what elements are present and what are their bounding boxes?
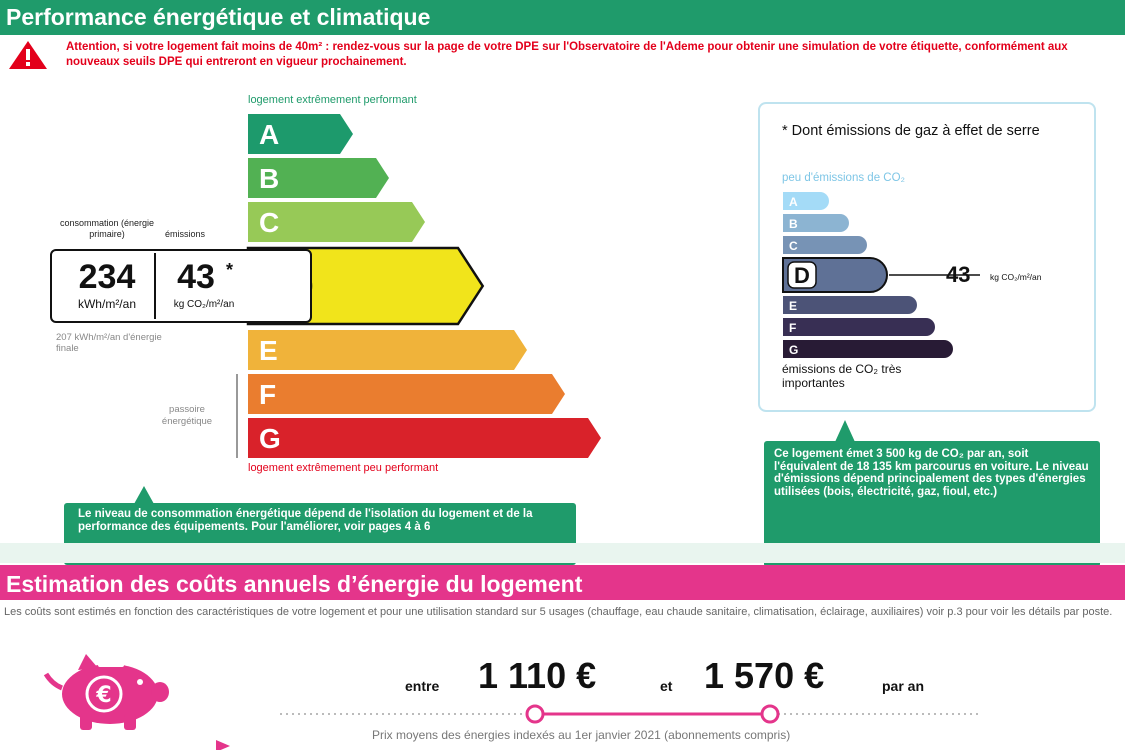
co2-class-letter: G	[789, 343, 799, 357]
range-min-marker	[527, 706, 543, 722]
energy-class-letter: B	[259, 163, 280, 194]
cost-and-word: et	[660, 678, 673, 694]
energy-class-a	[248, 114, 353, 154]
co2-value: 43	[946, 262, 971, 287]
pink-arrow-marker	[216, 740, 230, 750]
price-note: Prix moyens des énergies indexés au 1er janvier 2021 (abonnements compris)	[372, 728, 791, 742]
co2-low-label: peu d'émissions de CO₂	[782, 172, 905, 184]
callout-pointer	[134, 486, 154, 504]
co2-class-letter: B	[789, 217, 798, 231]
section-title-performance: Performance énergétique et climatique	[6, 4, 431, 30]
emissions-asterisk: *	[226, 260, 234, 280]
co2-class-letter: E	[789, 299, 798, 313]
energy-class-c	[248, 202, 425, 242]
co2-class-letter: A	[789, 195, 798, 209]
section-title-costs: Estimation des coûts annuels d’énergie du logement	[6, 571, 583, 597]
max-cost-value: 1 570 €	[704, 655, 825, 696]
co2-class-letter: F	[789, 321, 797, 335]
energy-class-letter: C	[259, 207, 280, 238]
per-year-label: par an	[882, 678, 925, 694]
co2-class-e	[783, 296, 917, 314]
svg-text:€: €	[96, 683, 112, 708]
co2-callout-pointer	[835, 420, 855, 442]
co2-high-label: émissions de CO₂ très importantes	[782, 362, 902, 390]
co2-class-letter: C	[789, 239, 798, 253]
passoire-bracket	[236, 374, 238, 458]
warning-icon	[8, 40, 48, 70]
costs-description: Les coûts sont estimés en fonction des caractéristiques de votre logement et pour une utilisation standard sur 5 usages (chauffage, eau chaude sanitaire, climatisation, éclairage, auxiliaires) voir p.3 pour voir les détails par poste.	[4, 606, 1113, 618]
co2-unit: kg CO₂/m²/an	[990, 272, 1042, 282]
scale-bottom-label: logement extrêmement peu performant	[248, 462, 439, 474]
consumption-value: 234	[78, 258, 136, 296]
energy-class-letter: G	[259, 423, 281, 454]
energy-class-e	[248, 330, 527, 370]
consumption-unit: kWh/m²/an	[77, 297, 136, 311]
emissions-label: émissions	[165, 229, 206, 239]
energy-class-letter: E	[259, 335, 278, 366]
emissions-unit: kg CO₂/m²/an	[173, 299, 235, 310]
cost-range-bar	[280, 702, 980, 726]
co2-title: * Dont émissions de gaz à effet de serre	[782, 123, 1040, 139]
co2-callout-text: Ce logement émet 3 500 kg de CO₂ par an, soit l'équivalent de 18 135 km parcourus en voiture. Le niveau d'émissions dépend principalement des types d'énergies utilisées (bois, électricité, gaz, fioul, etc.)	[774, 448, 1089, 498]
min-cost-value: 1 110 €	[478, 655, 597, 696]
energy-class-letter: F	[259, 379, 277, 410]
energy-class-f	[248, 374, 565, 414]
final-energy-label: 207 kWh/m²/an d'énergie finale	[56, 332, 162, 354]
passoire-label: passoire énergétique	[161, 404, 213, 427]
energy-class-g	[248, 418, 601, 458]
range-max-marker	[762, 706, 778, 722]
scale-top-label: logement extrêmement performant	[248, 94, 417, 106]
emissions-value: 43	[177, 258, 215, 296]
piggy-bank-icon	[40, 652, 170, 732]
consumption-label: consommation (énergie primaire)	[59, 218, 155, 239]
co2-class-g	[783, 340, 953, 358]
co2-class-a	[783, 192, 829, 210]
section-separator	[0, 543, 1125, 563]
cost-between-word: entre	[405, 678, 440, 694]
energy-class-letter: A	[259, 119, 280, 150]
co2-class-c	[783, 236, 867, 254]
energy-class-b	[248, 158, 389, 198]
co2-class-b	[783, 214, 849, 232]
consumption-callout-text: Le niveau de consommation énergétique dépend de l'isolation du logement et de la performance des équipements. Pour l'améliorer, voir pages 4 à 6	[78, 508, 533, 533]
co2-class-f	[783, 318, 935, 336]
warning-text: Attention, si votre logement fait moins de 40m² : rendez-vous sur la page de votre DPE sur l'Observatoire de l'Ademe pour obtenir une simulation de votre étiquette, conformément aux nouveaux seuils DPE qui entreront en vigueur prochainement.	[66, 41, 1068, 68]
co2-class-letter: D	[794, 263, 810, 288]
